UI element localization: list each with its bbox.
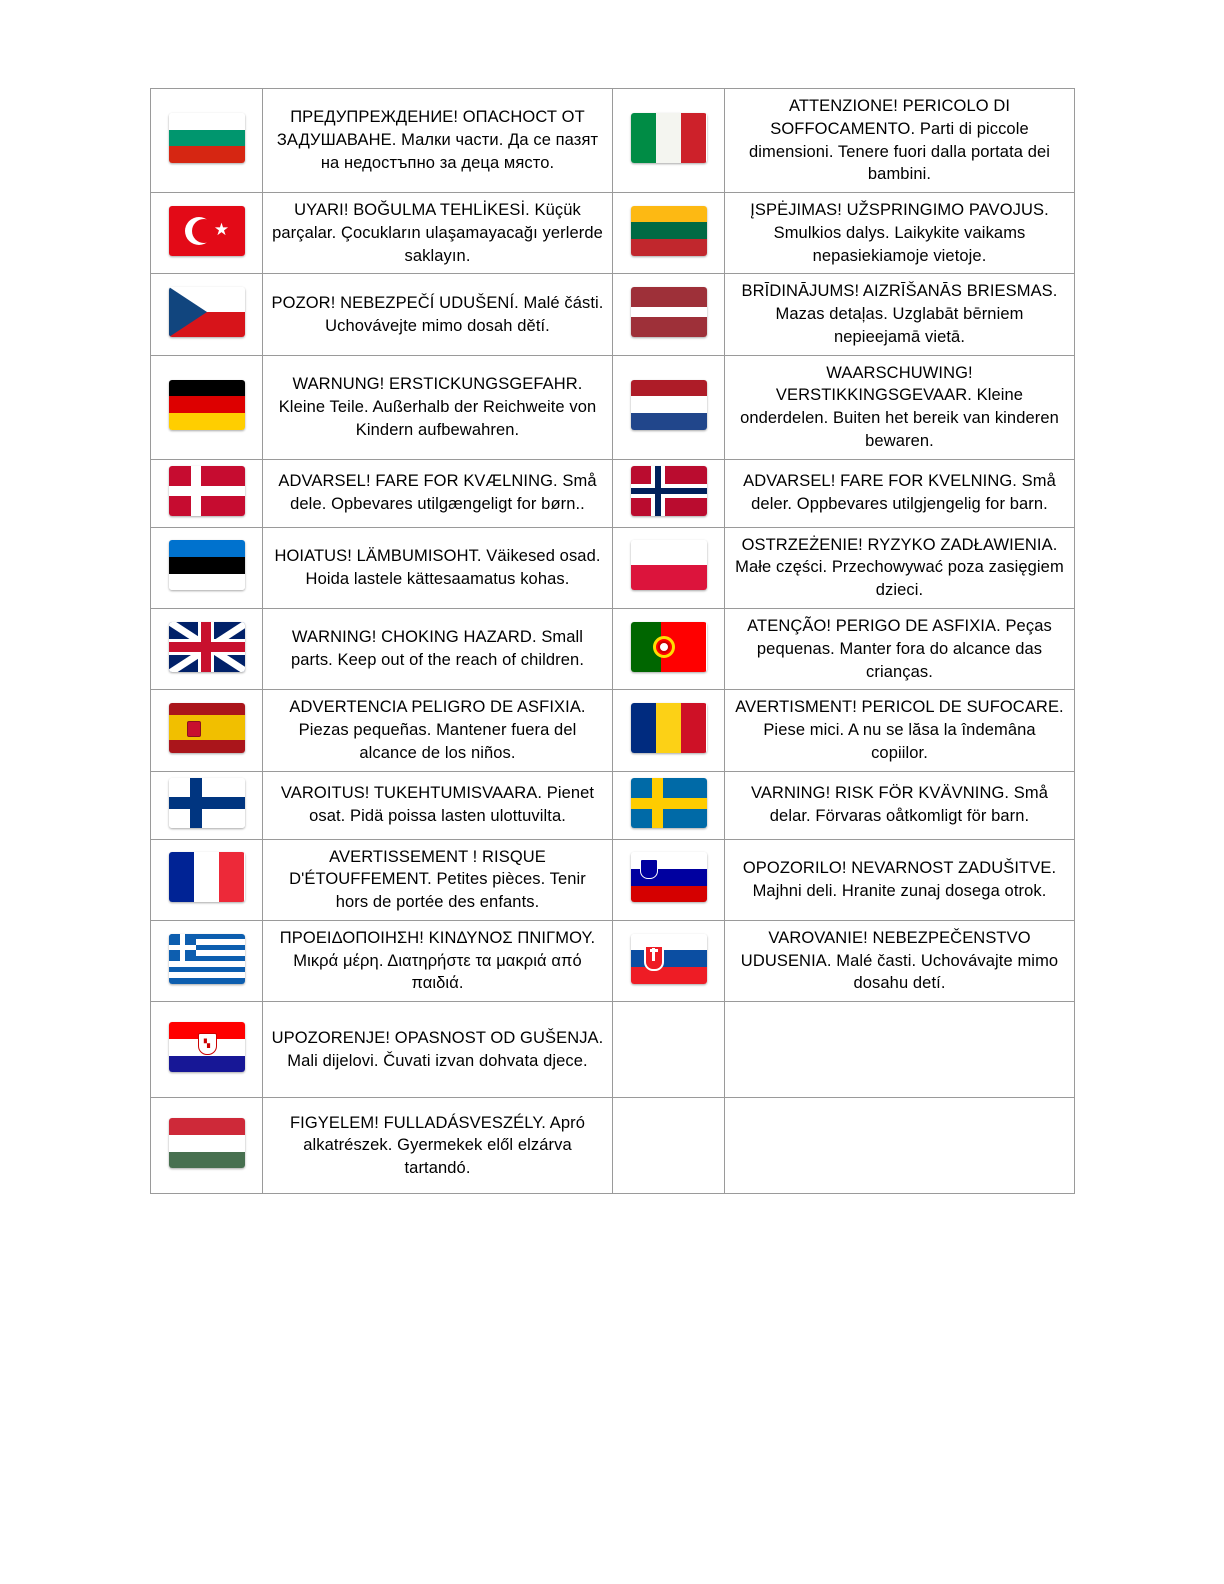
warning-text-turkey: UYARI! BOĞULMA TEHLİKESİ. Küçük parçalar. Çocukların ulaşamayacağı yerlerde saklayın.: [263, 193, 613, 274]
slovakia-flag: [631, 934, 707, 984]
warning-text-bulgaria: ПРЕДУПРЕЖДЕНИЕ! ОПАСНОСТ ОТ ЗАДУШАВАНЕ. Малки части. Да се пазят на недостъпно за деца място.: [263, 89, 613, 193]
table-row: [151, 839, 1075, 920]
greece-flag: [169, 934, 245, 984]
flag-cell-estonia: [151, 527, 263, 608]
flag-cell-italy: [613, 89, 725, 193]
flag-cell-turkey: [151, 193, 263, 274]
table-row: [151, 1002, 1075, 1098]
spain-flag: [169, 703, 245, 753]
flag-cell-slovenia: [613, 839, 725, 920]
estonia-flag: [169, 540, 245, 590]
warning-text-czechia: POZOR! NEBEZPEČÍ UDUŠENÍ. Malé části. Uchovávejte mimo dosah dětí.: [263, 274, 613, 355]
warning-text-latvia: BRĪDINĀJUMS! AIZRĪŠANĀS BRIESMAS. Mazas detaļas. Uzglabāt bērniem nepieejamā vietā.: [725, 274, 1075, 355]
flag-cell-denmark: [151, 459, 263, 527]
denmark-flag: [169, 466, 245, 516]
warning-text-spain: ADVERTENCIA PELIGRO DE ASFIXIA. Piezas pequeñas. Mantener fuera del alcance de los niños.: [263, 690, 613, 771]
flag-cell-spain: [151, 690, 263, 771]
flag-cell-united-kingdom: [151, 609, 263, 690]
warning-text-lithuania: ĮSPĖJIMAS! UŽSPRINGIMO PAVOJUS. Smulkios dalys. Laikykite vaikams nepasiekiamoje vietoje.: [725, 193, 1075, 274]
czechia-flag: [169, 287, 245, 337]
table-row: [151, 274, 1075, 355]
italy-flag: [631, 113, 707, 163]
finland-flag: [169, 778, 245, 828]
flag-cell-hungary: [151, 1098, 263, 1194]
romania-flag: [631, 703, 707, 753]
flag-cell-croatia: [151, 1002, 263, 1098]
croatia-flag: ▚: [169, 1022, 245, 1072]
flag-cell-czechia: [151, 274, 263, 355]
warning-text-denmark: ADVARSEL! FARE FOR KVÆLNING. Små dele. Opbevares utilgængeligt for børn..: [263, 459, 613, 527]
warning-text-hungary: FIGYELEM! FULLADÁSVESZÉLY. Apró alkatrészek. Gyermekek elől elzárva tartandó.: [263, 1098, 613, 1194]
warning-text-estonia: HOIATUS! LÄMBUMISOHT. Väikesed osad. Hoida lastele kättesaamatus kohas.: [263, 527, 613, 608]
table-row: [151, 1098, 1075, 1194]
warning-text-portugal: ATENÇÃO! PERIGO DE ASFIXIA. Peças pequenas. Manter fora do alcance das crianças.: [725, 609, 1075, 690]
warning-text-poland: OSTRZEŻENIE! RYZYKO ZADŁAWIENIA. Małe części. Przechowywać poza zasięgiem dzieci.: [725, 527, 1075, 608]
table-row: [151, 459, 1075, 527]
warning-text-slovenia: OPOZORILO! NEVARNOST ZADUŠITVE. Majhni deli. Hranite zunaj dosega otrok.: [725, 839, 1075, 920]
netherlands-flag: [631, 380, 707, 430]
warning-text-united-kingdom: WARNING! CHOKING HAZARD. Small parts. Keep out of the reach of children.: [263, 609, 613, 690]
flag-cell-sweden: [613, 771, 725, 839]
norway-flag: [631, 466, 707, 516]
warning-text-norway: ADVARSEL! FARE FOR KVELNING. Små deler. Oppbevares utilgjengelig for barn.: [725, 459, 1075, 527]
flag-cell-portugal: [613, 609, 725, 690]
latvia-flag: [631, 287, 707, 337]
warning-text-slovakia: VAROVANIE! NEBEZPEČENSTVO UDUSENIA. Malé časti. Uchovávajte mimo dosahu detí.: [725, 920, 1075, 1001]
flag-cell-france: [151, 839, 263, 920]
warning-text-sweden: VARNING! RISK FÖR KVÄVNING. Små delar. Förvaras oåtkomligt för barn.: [725, 771, 1075, 839]
flag-cell-latvia: [613, 274, 725, 355]
flag-cell-germany: [151, 355, 263, 459]
flag-cell-romania: [613, 690, 725, 771]
portugal-flag: [631, 622, 707, 672]
flag-cell-norway: [613, 459, 725, 527]
warning-text-netherlands: WAARSCHUWING! VERSTIKKINGSGEVAAR. Kleine onderdelen. Buiten het bereik van kinderen bewaren.: [725, 355, 1075, 459]
warning-text-empty-2: [725, 1098, 1075, 1194]
sweden-flag: [631, 778, 707, 828]
turkey-flag: ★: [169, 206, 245, 256]
flag-cell-empty-1: [613, 1002, 725, 1098]
warning-text-croatia: UPOZORENJE! OPASNOST OD GUŠENJA. Mali dijelovi. Čuvati izvan dohvata djece.: [263, 1002, 613, 1098]
united-kingdom-flag: [169, 622, 245, 672]
flag-cell-netherlands: [613, 355, 725, 459]
flag-cell-poland: [613, 527, 725, 608]
flag-cell-slovakia: [613, 920, 725, 1001]
table-row: [151, 89, 1075, 193]
table-row: [151, 193, 1075, 274]
flag-cell-finland: [151, 771, 263, 839]
table-row: [151, 690, 1075, 771]
table-row: [151, 920, 1075, 1001]
warnings-table: [150, 88, 1075, 1194]
lithuania-flag: [631, 206, 707, 256]
warning-text-empty-1: [725, 1002, 1075, 1098]
table-row: [151, 527, 1075, 608]
bulgaria-flag: [169, 113, 245, 163]
poland-flag: [631, 540, 707, 590]
warning-text-germany: WARNUNG! ERSTICKUNGSGEFAHR. Kleine Teile. Außerhalb der Reichweite von Kindern aufbewahren.: [263, 355, 613, 459]
table-row: [151, 771, 1075, 839]
france-flag: [169, 852, 245, 902]
warning-text-france: AVERTISSEMENT ! RISQUE D'ÉTOUFFEMENT. Petites pièces. Tenir hors de portée des enfants.: [263, 839, 613, 920]
flag-cell-bulgaria: [151, 89, 263, 193]
table-row: [151, 609, 1075, 690]
germany-flag: [169, 380, 245, 430]
table-row: [151, 355, 1075, 459]
flag-cell-empty-2: [613, 1098, 725, 1194]
warning-text-romania: AVERTISMENT! PERICOL DE SUFOCARE. Piese mici. A nu se lăsa la îndemâna copiilor.: [725, 690, 1075, 771]
slovenia-flag: [631, 852, 707, 902]
warning-text-greece: ΠΡΟΕΙΔΟΠΟΙΗΣΗ! ΚΙΝΔΥΝΟΣ ΠΝΙΓΜΟΥ. Μικρά μέρη. Διατηρήστε τα μακριά από παιδιά.: [263, 920, 613, 1001]
warning-text-finland: VAROITUS! TUKEHTUMISVAARA. Pienet osat. Pidä poissa lasten ulottuvilta.: [263, 771, 613, 839]
flag-cell-greece: [151, 920, 263, 1001]
warning-text-italy: ATTENZIONE! PERICOLO DI SOFFOCAMENTO. Parti di piccole dimensioni. Tenere fuori dalla portata dei bambini.: [725, 89, 1075, 193]
flag-cell-lithuania: [613, 193, 725, 274]
hungary-flag: [169, 1118, 245, 1168]
